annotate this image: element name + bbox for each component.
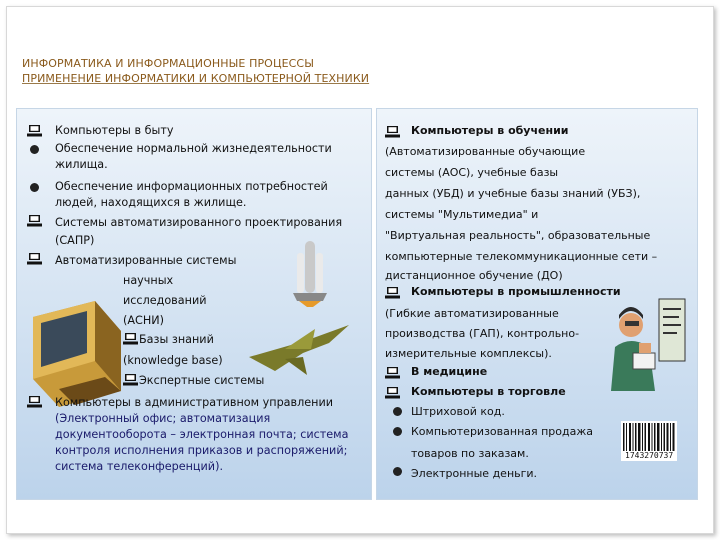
section-heading: Компьютеры в торговле (411, 385, 566, 398)
computer-icon (123, 374, 138, 386)
list-item: Компьютеризованная продажа (411, 425, 594, 438)
list-item: системы (АОС), учебные базы (385, 166, 559, 179)
list-item: контроля исполнения приказов и распоряжений; (55, 444, 348, 457)
list-item: Компьютеры в административном управлении (55, 396, 334, 409)
section-heading: Компьютеры в промышленности (411, 285, 621, 298)
list-item: (Автоматизированные обучающие (385, 145, 586, 158)
list-item: жилища. (55, 158, 108, 171)
list-item: производства (ГАП), контрольно- (385, 327, 580, 340)
slide-header (22, 56, 369, 86)
list-item: данных (УБД) и учебные базы знаний (УБЗ), (385, 187, 641, 200)
bullet-dot-icon (30, 145, 39, 154)
list-item: (knowledge base) (123, 354, 223, 367)
header-subtitle: ПРИМЕНЕНИЕ ИНФОРМАТИКИ И КОМПЬЮТЕРНОЙ ТЕХНИКИ (22, 72, 370, 85)
bullet-dot-icon (393, 467, 402, 476)
list-item: (САПР) (55, 234, 95, 247)
barcode-number: 1743270737 (625, 451, 674, 460)
computer-icon (27, 396, 42, 408)
bullet-dot-icon (393, 427, 402, 436)
list-item: Экспертные системы (139, 374, 265, 387)
list-item: система телеконференций). (55, 460, 223, 473)
list-item: товаров по заказам. (411, 447, 529, 460)
bullet-dot-icon (393, 407, 402, 416)
list-item: измерительные комплексы). (385, 347, 552, 360)
list-item: Системы автоматизированного проектирования (55, 216, 343, 229)
computer-icon (385, 367, 400, 379)
computer-icon (385, 126, 400, 138)
list-item: Штриховой код. (411, 405, 505, 418)
list-item: дистанционное обучение (ДО) (385, 269, 563, 282)
airplane-icon (245, 319, 355, 379)
list-item: Обеспечение нормальной жизнедеятельности (55, 142, 332, 155)
computer-icon (385, 287, 400, 299)
computer-icon (123, 333, 138, 345)
list-item: исследований (123, 294, 207, 307)
left-panel (16, 108, 372, 500)
list-item: научных (123, 274, 174, 287)
computer-icon (27, 253, 42, 265)
list-item: системы "Мультимедиа" и (385, 208, 539, 221)
list-item: документооборота – электронная почта; система (55, 428, 349, 441)
list-item: (АСНИ) (123, 314, 164, 327)
computer-icon (27, 125, 42, 137)
computer-icon (27, 215, 42, 227)
list-item: (Гибкие автоматизированные (385, 307, 559, 320)
space-shuttle-icon (285, 239, 335, 307)
header-title: ИНФОРМАТИКА И ИНФОРМАЦИОННЫЕ ПРОЦЕССЫ (22, 57, 314, 70)
scientist-icon (609, 295, 689, 395)
list-item: Обеспечение информационных потребностей (55, 180, 328, 193)
computer-icon (385, 387, 400, 399)
section-heading: Компьютеры в обучении (411, 124, 569, 137)
computer-monitor-icon (25, 287, 135, 407)
list-item: (Электронный офис; автоматизация (55, 412, 271, 425)
bullet-dot-icon (30, 183, 39, 192)
section-heading: В медицине (411, 365, 488, 378)
list-item: Базы знаний (139, 333, 214, 346)
list-item: "Виртуальная реальность", образовательные (385, 229, 651, 242)
list-item: людей, находящихся в жилище. (55, 196, 247, 209)
list-item: Автоматизированные системы (55, 254, 237, 267)
list-item: Электронные деньги. (411, 467, 538, 480)
list-item: Компьютеры в быту (55, 124, 174, 137)
right-panel (376, 108, 698, 500)
list-item: компьютерные телекоммуникационные сети – (385, 250, 658, 263)
